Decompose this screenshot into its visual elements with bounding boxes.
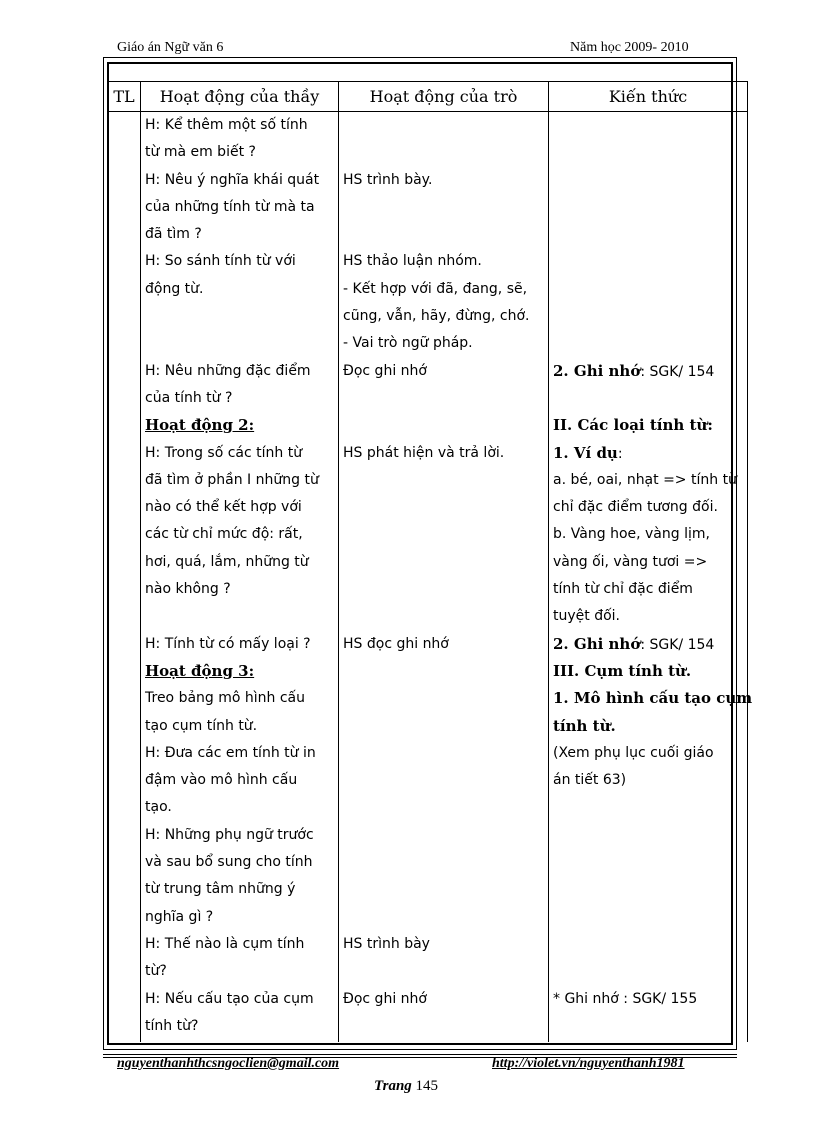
cell-line: * Ghi nhớ : SGK/ 155 xyxy=(553,990,698,1007)
cell-line: - Kết hợp với đã, đang, sẽ, xyxy=(343,280,528,297)
cell-line xyxy=(141,303,338,330)
page-number xyxy=(374,1078,438,1095)
cell-line: H: Nếu cấu tạo của cụm xyxy=(145,990,314,1007)
cell-line xyxy=(108,194,140,221)
cell-line xyxy=(549,194,747,221)
cell-line: tính từ chỉ đặc điểm xyxy=(553,581,693,598)
cell-line: đã tìm ? xyxy=(145,226,202,243)
cell-line: tính từ? xyxy=(145,1017,199,1034)
cell-line: HS trình bày. xyxy=(343,171,433,188)
cell-line xyxy=(108,740,140,767)
cell-line: Treo bảng mô hình cấu xyxy=(145,690,306,707)
cell-line: III. Cụm tính từ. xyxy=(553,661,692,680)
cell-line: Hoạt động 2: xyxy=(145,416,255,435)
cell-line xyxy=(339,794,548,821)
cell-line: tạo. xyxy=(145,799,172,816)
cell-line xyxy=(549,931,747,958)
cell-line xyxy=(549,303,747,330)
column-time xyxy=(108,112,141,1043)
cell-line xyxy=(108,112,140,139)
cell-line xyxy=(108,713,140,740)
cell-line: II. Các loại tính từ: xyxy=(553,416,713,435)
cell-line xyxy=(108,876,140,903)
lesson-table xyxy=(107,81,753,1042)
cell-line: H: Nêu những đặc điểm xyxy=(145,362,311,379)
cell-line xyxy=(108,767,140,794)
cell-line xyxy=(108,658,140,685)
cell-line xyxy=(339,139,548,166)
cell-line xyxy=(108,303,140,330)
cell-line xyxy=(549,112,747,139)
cell-line xyxy=(108,248,140,275)
cell-line xyxy=(339,958,548,985)
cell-line: tạo cụm tính từ. xyxy=(145,717,258,734)
cell-line xyxy=(108,494,140,521)
table-body-row xyxy=(108,112,748,1043)
cell-line xyxy=(108,603,140,630)
cell-line xyxy=(339,194,548,221)
cell-line xyxy=(339,713,548,740)
cell-line xyxy=(339,603,548,630)
cell-line: nào có thể kết hợp với xyxy=(145,499,302,516)
cell-line: vàng ối, vàng tươi => xyxy=(553,553,708,570)
cell-line xyxy=(339,685,548,712)
cell-line: HS phát hiện và trả lời. xyxy=(343,444,505,461)
cell-line: 2. Ghi nhớ: SGK/ 154 xyxy=(553,361,715,380)
footer-url-link[interactable]: http://violet.vn/nguyenthanh1981 xyxy=(492,1056,685,1071)
cell-line: các từ chỉ mức độ: rất, xyxy=(145,526,303,543)
cell-line xyxy=(339,576,548,603)
cell-line: hơi, quá, lắm, những từ xyxy=(145,553,309,570)
cell-line xyxy=(549,248,747,275)
cell-line: H: Kể thêm một số tính xyxy=(145,117,308,133)
header-subject: Giáo án Ngữ văn 6 xyxy=(117,40,224,55)
header-school-year: Năm học 2009- 2010 xyxy=(570,40,689,55)
cell-line: H: Thế nào là cụm tính xyxy=(145,935,305,952)
cell-line xyxy=(108,685,140,712)
cell-line: nghĩa gì ? xyxy=(145,908,214,925)
cell-line: của những tính từ mà ta xyxy=(145,198,315,215)
cell-line xyxy=(108,1013,140,1040)
cell-line: 2. Ghi nhớ: SGK/ 154 xyxy=(553,634,715,653)
cell-line xyxy=(339,740,548,767)
cell-line xyxy=(108,576,140,603)
cell-line xyxy=(108,521,140,548)
cell-line: a. bé, oai, nhạt => tính từ xyxy=(553,471,737,488)
cell-line: H: Đưa các em tính từ in xyxy=(145,744,316,761)
cell-line xyxy=(339,904,548,931)
cell-line xyxy=(339,849,548,876)
cell-line: từ trung tâm những ý xyxy=(145,881,296,898)
cell-line: nào không ? xyxy=(145,581,231,598)
cell-line: 1. Mô hình cấu tạo cụm xyxy=(553,689,753,708)
cell-line xyxy=(108,549,140,576)
cell-line xyxy=(339,494,548,521)
cell-line: án tiết 63) xyxy=(553,772,627,789)
header-teacher-activity: Hoạt động của thầy xyxy=(141,82,339,112)
cell-line xyxy=(108,631,140,658)
cell-line xyxy=(108,412,140,439)
cell-line xyxy=(549,385,747,412)
cell-line xyxy=(339,412,548,439)
cell-line xyxy=(549,221,747,248)
cell-line xyxy=(549,330,747,357)
header-knowledge: Kiến thức xyxy=(549,82,748,112)
cell-line: từ? xyxy=(145,963,167,980)
cell-line: (Xem phụ lục cuối giáo xyxy=(553,744,714,761)
cell-line: - Vai trò ngữ pháp. xyxy=(343,335,473,352)
column-knowledge xyxy=(549,112,753,1043)
cell-line xyxy=(108,849,140,876)
cell-line: và sau bổ sung cho tính xyxy=(145,854,313,871)
cell-line xyxy=(108,385,140,412)
cell-line xyxy=(339,467,548,494)
cell-line: Đọc ghi nhớ xyxy=(343,990,427,1007)
footer-rule xyxy=(103,1054,737,1055)
cell-line: tuyệt đối. xyxy=(553,608,620,625)
cell-line: cũng, vẫn, hãy, đừng, chớ. xyxy=(343,308,530,325)
cell-line: H: So sánh tính từ với xyxy=(145,253,296,270)
cell-line xyxy=(339,767,548,794)
cell-line xyxy=(549,167,747,194)
footer-email-link[interactable]: nguyenthanhthcsngoclien@gmail.com xyxy=(117,1056,340,1071)
page-label: Trang xyxy=(374,1078,412,1094)
cell-line xyxy=(339,549,548,576)
cell-line xyxy=(108,440,140,467)
column-teacher xyxy=(141,112,339,1043)
cell-line xyxy=(108,822,140,849)
cell-line xyxy=(108,904,140,931)
cell-line: b. Vàng hoe, vàng lịm, xyxy=(553,526,710,543)
column-student xyxy=(339,112,549,1043)
page-number-value: 145 xyxy=(415,1078,439,1094)
cell-line xyxy=(339,822,548,849)
cell-line: Đọc ghi nhớ xyxy=(343,362,427,379)
cell-line: Hoạt động 3: xyxy=(145,661,255,680)
cell-line: HS đọc ghi nhớ xyxy=(343,635,449,652)
cell-line: H: Những phụ ngữ trước xyxy=(145,826,314,843)
cell-line: HS trình bày xyxy=(343,935,430,952)
cell-line xyxy=(108,276,140,303)
cell-line: động từ. xyxy=(145,280,204,297)
cell-line xyxy=(108,931,140,958)
cell-line xyxy=(339,1013,548,1040)
cell-line xyxy=(549,276,747,303)
cell-line xyxy=(108,167,140,194)
cell-line xyxy=(108,358,140,385)
cell-line: H: Nêu ý nghĩa khái quát xyxy=(145,171,320,188)
table-header-row xyxy=(108,82,748,112)
cell-line xyxy=(108,221,140,248)
cell-line xyxy=(549,794,747,821)
cell-line: chỉ đặc điểm tương đối. xyxy=(553,499,718,516)
cell-line xyxy=(339,658,548,685)
header-time: TL xyxy=(108,82,141,112)
header-student-activity: Hoạt động của trò xyxy=(339,82,549,112)
cell-line: tính từ. xyxy=(553,716,616,735)
cell-line xyxy=(339,221,548,248)
cell-line: của tính từ ? xyxy=(145,389,233,406)
cell-line xyxy=(339,521,548,548)
cell-line: HS thảo luận nhóm. xyxy=(343,253,482,270)
cell-line: từ mà em biết ? xyxy=(145,144,256,161)
cell-line xyxy=(141,330,338,357)
cell-line: đã tìm ở phần I những từ xyxy=(145,471,319,488)
cell-line: H: Tính từ có mấy loại ? xyxy=(145,635,311,652)
cell-line xyxy=(339,385,548,412)
cell-line: 1. Ví dụ: xyxy=(553,443,623,462)
cell-line xyxy=(141,603,338,630)
cell-line xyxy=(549,849,747,876)
cell-line xyxy=(549,876,747,903)
cell-line xyxy=(108,330,140,357)
cell-line xyxy=(108,986,140,1013)
cell-line xyxy=(549,822,747,849)
cell-line xyxy=(108,467,140,494)
cell-line xyxy=(549,1013,747,1040)
cell-line xyxy=(108,958,140,985)
cell-line xyxy=(549,958,747,985)
cell-line xyxy=(339,876,548,903)
cell-line: đậm vào mô hình cấu xyxy=(145,772,298,789)
cell-line xyxy=(108,794,140,821)
cell-line xyxy=(549,139,747,166)
cell-line: H: Trong số các tính từ xyxy=(145,444,303,461)
cell-line xyxy=(549,904,747,931)
cell-line xyxy=(108,139,140,166)
cell-line xyxy=(339,112,548,139)
